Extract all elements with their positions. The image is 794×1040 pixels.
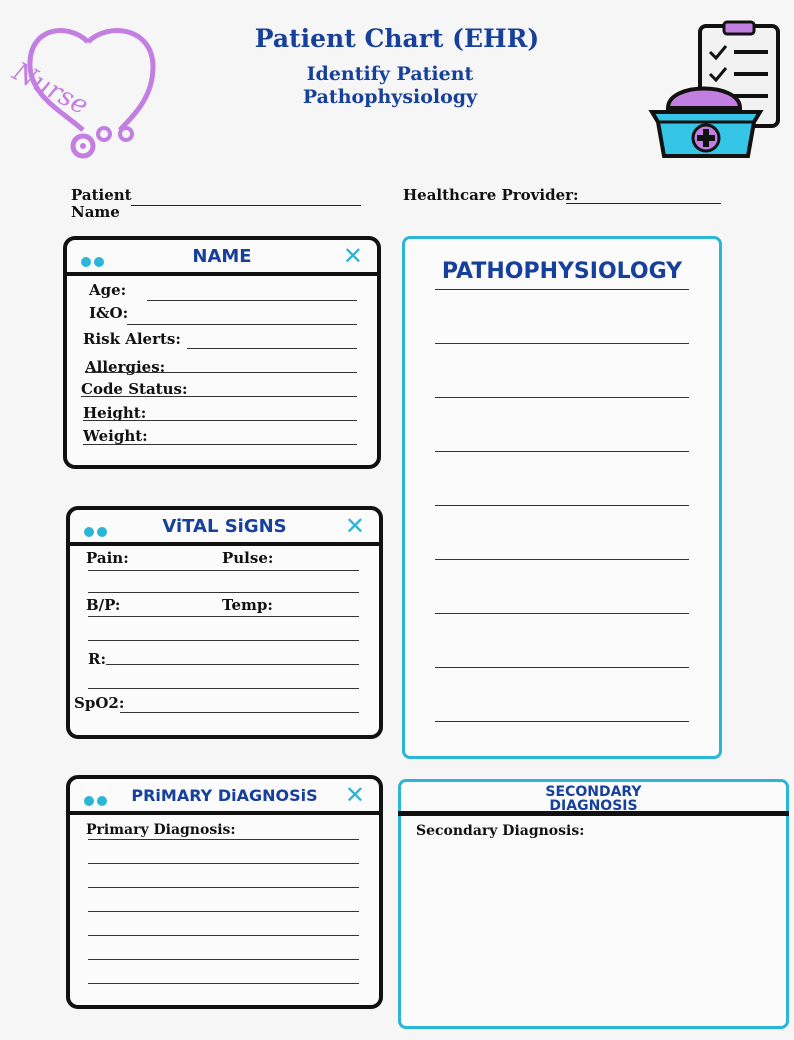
nurse-cap-clipboard (644, 20, 786, 162)
age-label: Age: (89, 281, 127, 299)
healthcare-provider-field[interactable] (566, 203, 721, 204)
pain-label: Pain: (86, 549, 129, 567)
logo-text: Nurse (7, 56, 93, 122)
io-field[interactable] (127, 324, 357, 325)
primary-diagnosis-line-7[interactable] (88, 983, 359, 984)
bp-temp-field[interactable] (88, 616, 359, 617)
height-field[interactable] (83, 420, 357, 421)
name-card-header (67, 240, 377, 276)
r-field[interactable] (106, 664, 359, 665)
primary-diagnosis-label: Primary Diagnosis: (86, 822, 236, 838)
pathophysiology-card (402, 236, 722, 759)
page-title: Patient Chart (EHR) (254, 24, 540, 53)
risk-alerts-label: Risk Alerts: (83, 330, 181, 348)
bp-label: B/P: (86, 596, 121, 614)
allergies-label: Allergies: (85, 358, 166, 376)
close-icon[interactable]: ✕ (344, 512, 365, 540)
allergies-field[interactable] (85, 372, 357, 373)
code-status-label: Code Status: (81, 380, 188, 398)
close-icon[interactable]: ✕ (344, 781, 365, 809)
vital-signs-card (66, 506, 383, 739)
primary-diagnosis-line-2[interactable] (88, 863, 359, 864)
vitals-line-2[interactable] (88, 592, 359, 593)
name-card-title: NAME (192, 246, 252, 267)
vital-signs-header (70, 510, 379, 546)
r-label: R: (88, 650, 107, 668)
secondary-diagnosis-area[interactable] (413, 844, 774, 1014)
patient-name-label-line1: Patient (71, 186, 132, 204)
vitals-line-4[interactable] (88, 640, 359, 641)
code-status-field[interactable] (81, 396, 357, 397)
age-field[interactable] (147, 300, 357, 301)
pathophysiology-line-2[interactable] (435, 343, 689, 344)
vitals-line-6[interactable] (88, 688, 359, 689)
primary-diagnosis-line-5[interactable] (88, 935, 359, 936)
secondary-diagnosis-divider (398, 811, 789, 816)
risk-alerts-field[interactable] (187, 348, 357, 349)
primary-diagnosis-line-6[interactable] (88, 959, 359, 960)
weight-label: Weight: (83, 427, 148, 445)
patient-name-field[interactable] (131, 205, 361, 206)
pathophysiology-line-6[interactable] (435, 559, 689, 560)
primary-diagnosis-line-3[interactable] (88, 887, 359, 888)
pain-pulse-field[interactable] (88, 570, 359, 571)
patient-name-label (71, 187, 132, 221)
secondary-diagnosis-title-line1: SECONDARY (545, 784, 642, 800)
pathophysiology-line-1[interactable] (435, 289, 689, 290)
height-label: Height: (83, 404, 147, 422)
pathophysiology-title: PATHOPHYSIOLOGY (441, 259, 683, 284)
primary-diagnosis-header (70, 779, 379, 815)
pathophysiology-line-7[interactable] (435, 613, 689, 614)
secondary-diagnosis-header (401, 782, 786, 814)
primary-diagnosis-line-4[interactable] (88, 911, 359, 912)
pathophysiology-line-8[interactable] (435, 667, 689, 668)
io-label: I&O: (89, 304, 129, 322)
secondary-diagnosis-card (398, 779, 789, 1029)
primary-diagnosis-card (66, 775, 383, 1009)
pathophysiology-line-3[interactable] (435, 397, 689, 398)
pulse-label: Pulse: (222, 549, 274, 567)
healthcare-provider-label: Healthcare Provider: (403, 186, 579, 204)
page-subtitle-line1: Identify Patient (306, 63, 474, 85)
pathophysiology-line-9[interactable] (435, 721, 689, 722)
weight-field[interactable] (83, 444, 357, 445)
spo2-label: SpO2: (74, 694, 125, 712)
primary-diagnosis-line-1[interactable] (88, 839, 359, 840)
patient-name-label-line2: Name (71, 203, 120, 221)
name-card (63, 236, 381, 469)
secondary-diagnosis-title-line2: DIAGNOSIS (549, 798, 638, 814)
temp-label: Temp: (222, 596, 273, 614)
pathophysiology-line-5[interactable] (435, 505, 689, 506)
spo2-field[interactable] (120, 712, 359, 713)
secondary-diagnosis-label: Secondary Diagnosis: (416, 823, 585, 839)
vital-signs-title: ViTAL SiGNS (162, 516, 287, 537)
page-subtitle-line2: Pathophysiology (302, 86, 478, 108)
primary-diagnosis-title: PRiMARY DiAGNOSiS (131, 786, 318, 805)
close-icon[interactable]: ✕ (342, 242, 363, 270)
pathophysiology-line-4[interactable] (435, 451, 689, 452)
